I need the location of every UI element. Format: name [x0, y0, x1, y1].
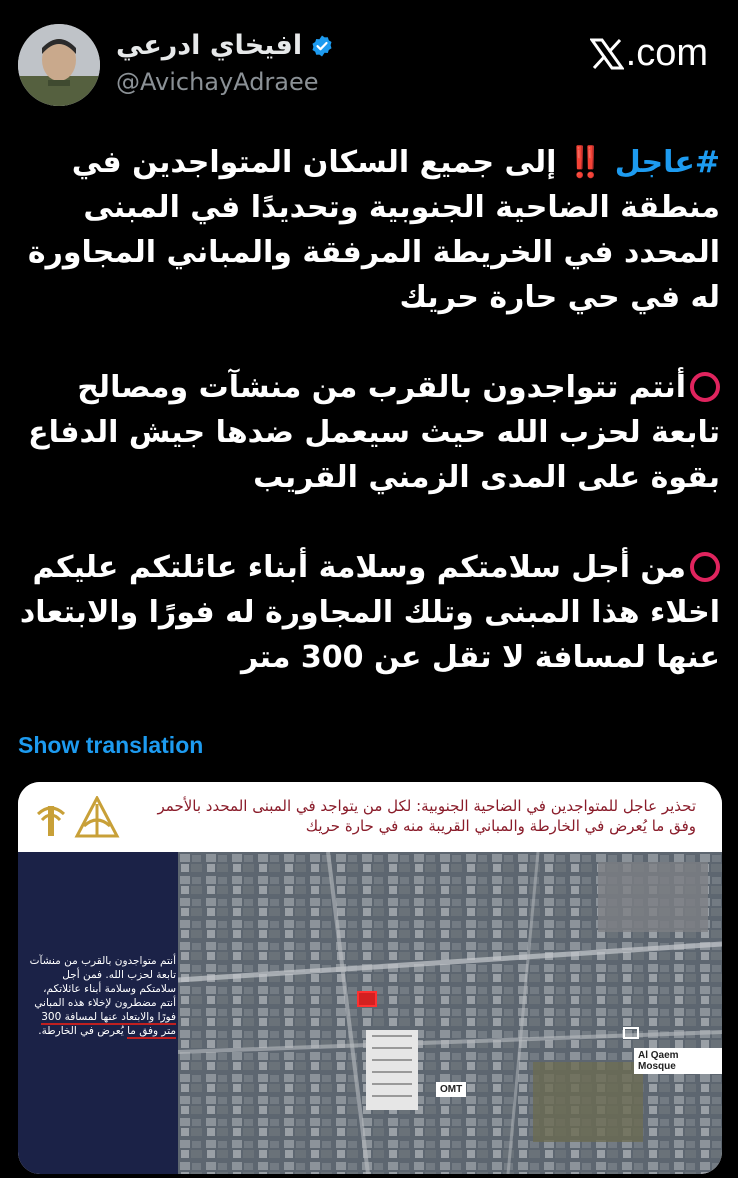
red-circle-icon	[690, 372, 720, 402]
author-handle[interactable]: @AvichayAdraee	[116, 68, 319, 96]
author-display-name[interactable]: افيخاي ادرعي	[116, 30, 303, 61]
verified-badge-icon	[310, 34, 334, 58]
red-circle-icon	[690, 552, 720, 582]
warning-side-panel	[18, 852, 178, 1174]
side-text-3: يُعرض في الخارطة.	[38, 1025, 124, 1037]
satellite-map	[178, 852, 722, 1174]
author-name-row[interactable]	[116, 30, 334, 61]
avatar[interactable]	[18, 24, 100, 106]
tweet-text-3: من أجل سلامتكم وسلامة أبناء عائلتكم عليكم اخلاء هذا المبنى وتلك المجاورة له فورًا والابتعاد عنها لمسافة لا تقل عن 300 متر	[19, 550, 720, 675]
unit-emblem-icon	[34, 800, 68, 840]
tweet-paragraph-2	[18, 365, 720, 500]
map-label-omt: OMT	[436, 1082, 466, 1097]
card-title: تحذير عاجل للمتواجدين في الضاحية الجنوبية: لكل من يتواجد في المبنى المحدد بالأحمر وفق ما يُعرض في الخارطة والمباني القريبة منه في حارة حريك	[157, 797, 696, 835]
tweet-body	[18, 140, 720, 725]
tweet-text-1: إلى جميع السكان المتواجدين في منطقة الضاحية الجنوبية وتحديدًا في المبنى المحدد في الخريطة المرفقة والمباني المجاورة له في حي حارة حريك	[27, 145, 720, 315]
map-imagery	[178, 852, 722, 1174]
side-text-1: أنتم متواجدون بالقرب من منشآت تابعة لحزب الله. فمن أجل سلامتكم وسلامة أبناء عائلاتكم، أنتم مضطرون لإخلاء هذه المباني	[29, 955, 176, 1009]
hashtag-link[interactable]: #عاجل	[614, 145, 720, 180]
map-label-mosque: Al Qaem Mosque	[634, 1048, 722, 1074]
brand-label: .com	[625, 32, 708, 74]
side-panel-text	[24, 954, 176, 1038]
tweet-text-2: أنتم تتواجدون بالقرب من منشآت ومصالح تابعة لحزب الله حيث سيعمل ضدها جيش الدفاع بقوة على المدى الزمني القريب	[28, 370, 720, 495]
side-text-2: فورًا والابتعاد عنها لمسافة 300 متر وفق ما	[41, 1011, 176, 1037]
tweet-header	[0, 0, 738, 120]
x-com-brand[interactable]	[590, 32, 708, 75]
card-header	[18, 782, 722, 852]
show-translation-link[interactable]: Show translation	[18, 732, 204, 758]
idf-emblem-icon	[74, 796, 120, 842]
tweet-paragraph-1	[18, 140, 720, 320]
tweet-paragraph-3	[18, 545, 720, 680]
double-exclamation-emoji: ‼️	[566, 145, 605, 180]
avatar-image	[18, 24, 100, 106]
attached-image-card[interactable]	[18, 782, 722, 1174]
x-logo-icon	[590, 38, 624, 70]
